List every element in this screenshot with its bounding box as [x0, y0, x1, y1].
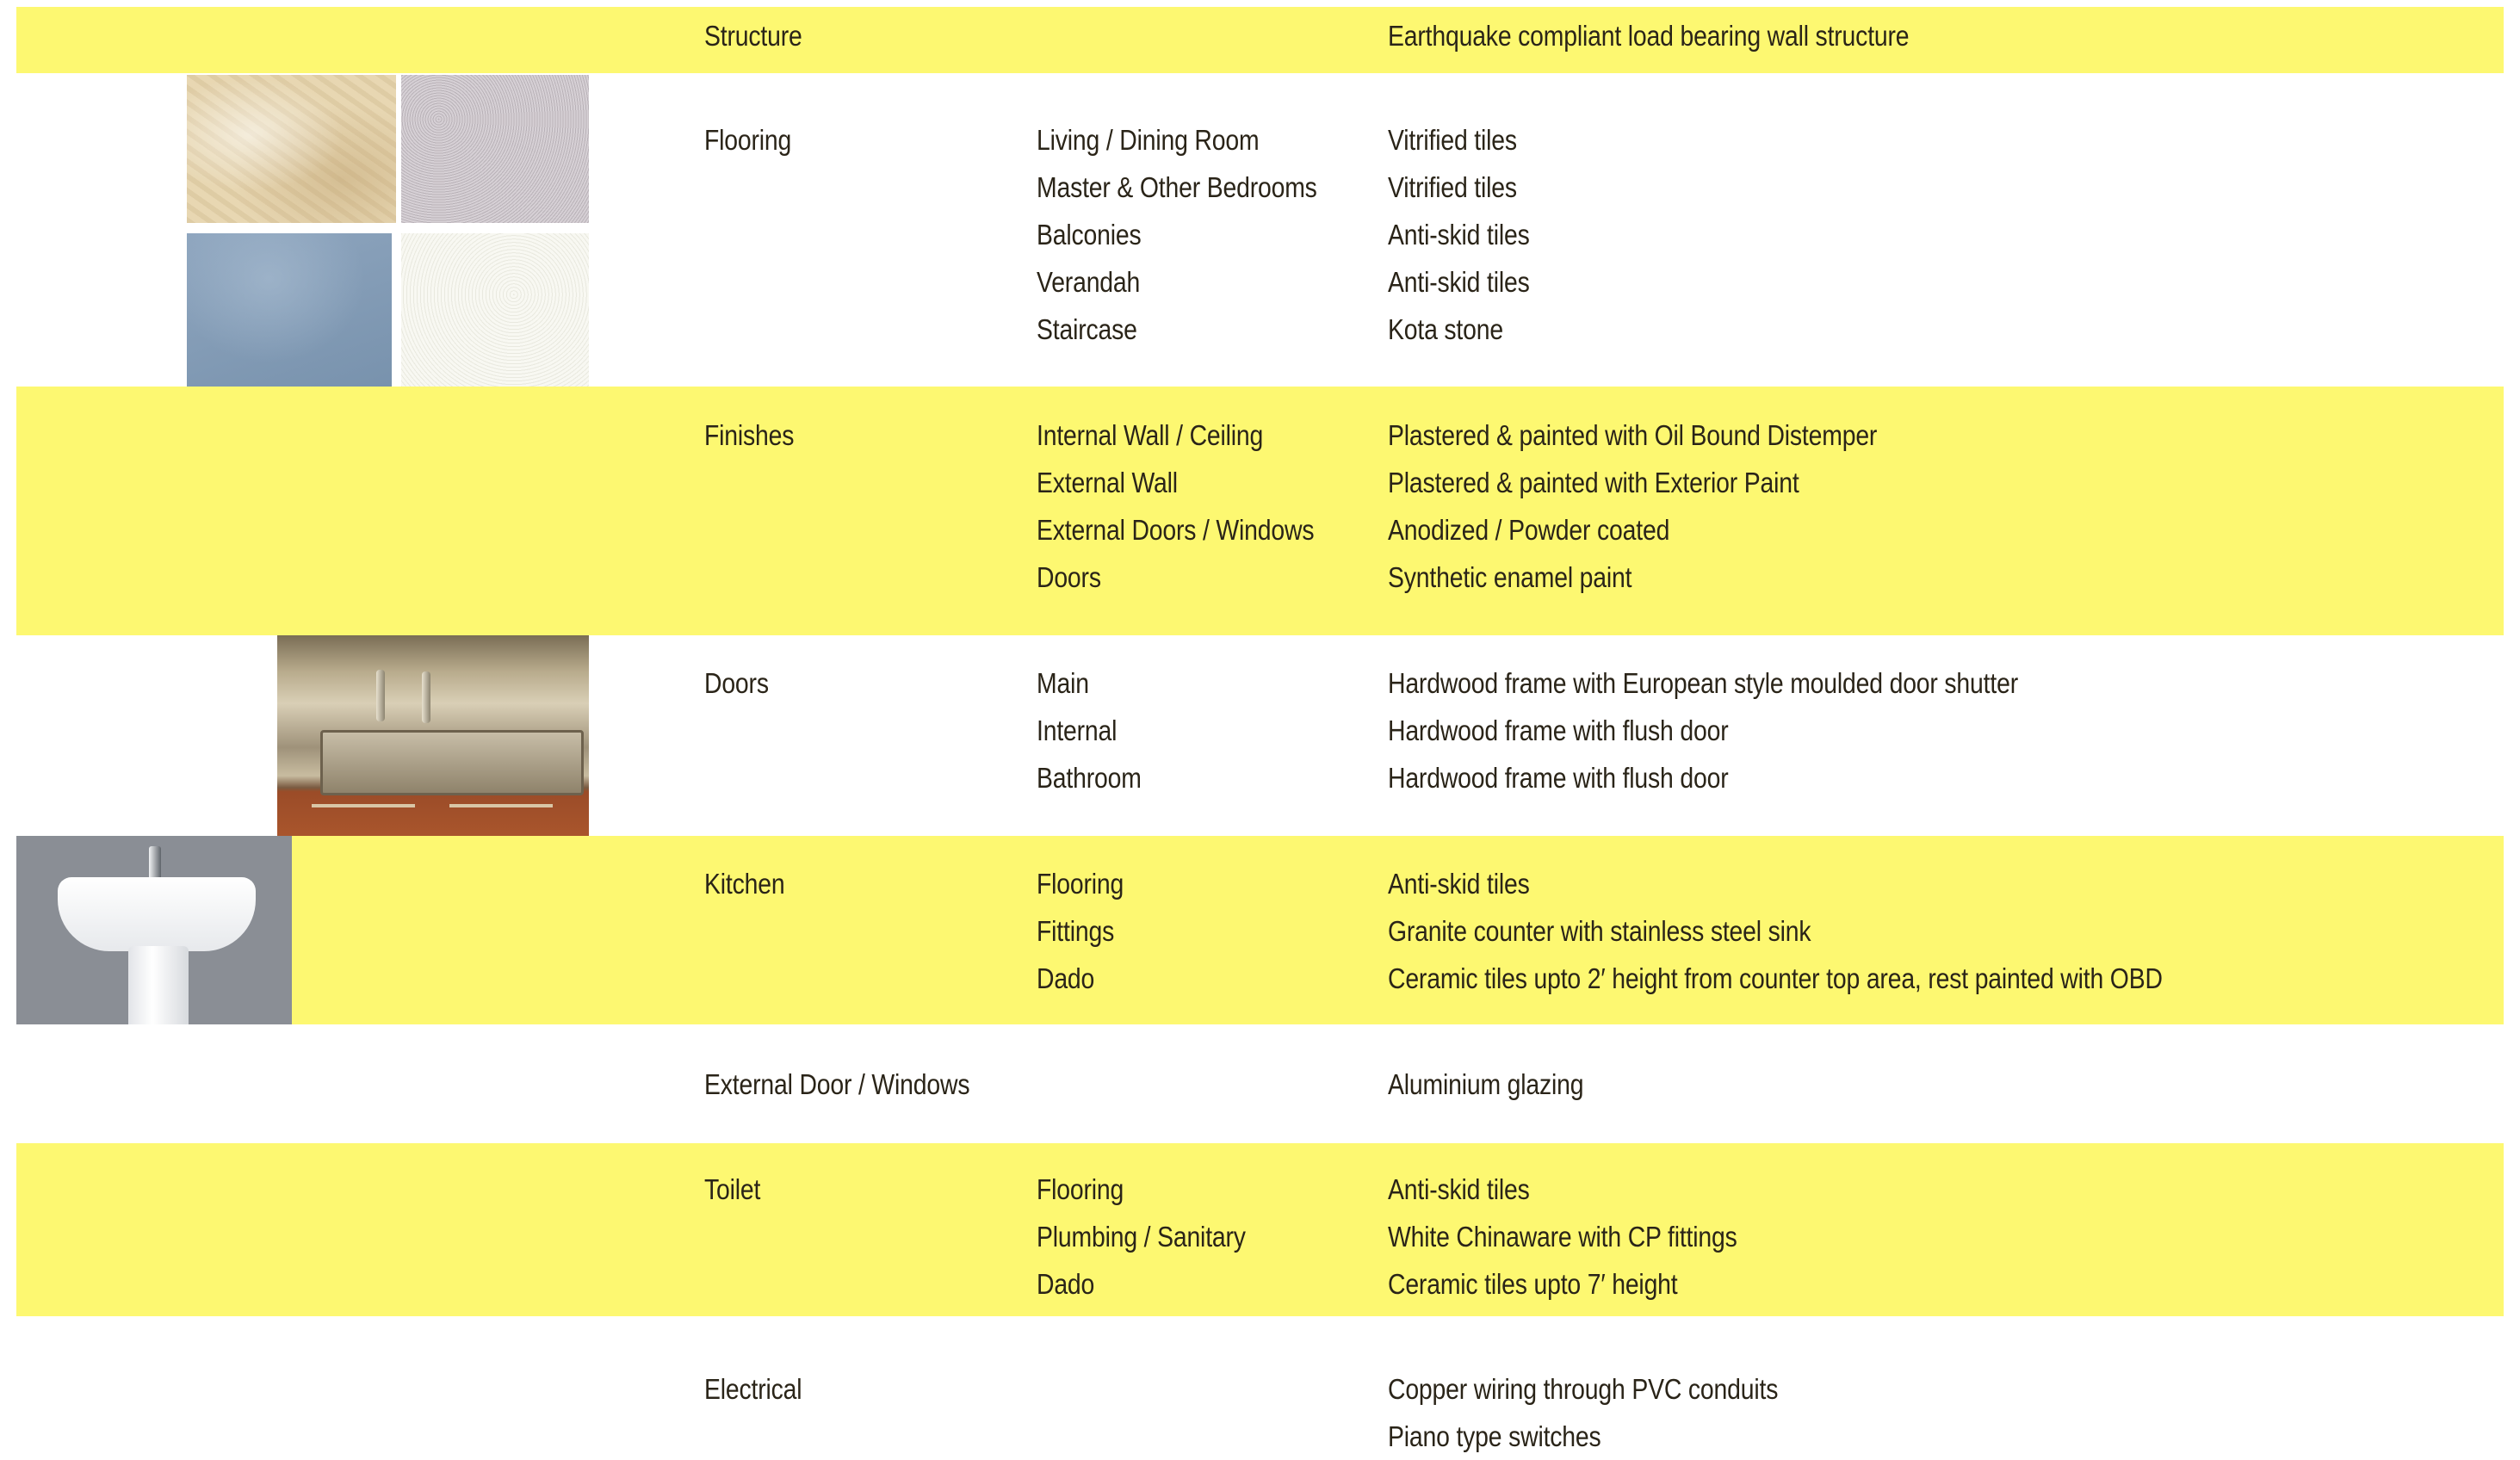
sink-tap-left: [376, 670, 385, 721]
kitchen-item: Dado: [1037, 962, 1095, 994]
flooring-value: Anti-skid tiles: [1388, 219, 1530, 251]
doors-item: Main: [1037, 667, 1089, 699]
electrical-values: [1388, 1365, 1778, 1460]
finishes-item: External Wall: [1037, 467, 1178, 498]
finishes-value: Plastered & painted with Exterior Paint: [1388, 467, 1799, 498]
electrical-value: Piano type switches: [1388, 1420, 1601, 1452]
cabinet-handle-right: [449, 804, 553, 807]
finishes-item: External Doors / Windows: [1037, 514, 1315, 546]
category-external-door-windows: External Door / Windows: [704, 1068, 970, 1100]
sink-basin: [320, 730, 584, 795]
blue-stone-tile-image: [187, 233, 392, 387]
doors-items: [1037, 659, 1142, 801]
finishes-values: [1388, 411, 1877, 601]
value-structure: Earthquake compliant load bearing wall structure: [1388, 20, 1910, 52]
doors-item: Internal: [1037, 715, 1118, 746]
cabinet-handle-left: [312, 804, 415, 807]
flooring-values: [1388, 116, 1530, 353]
doors-values: [1388, 659, 2018, 801]
category-flooring: Flooring: [704, 124, 792, 156]
toilet-item: Flooring: [1037, 1173, 1124, 1205]
category-toilet: Toilet: [704, 1173, 761, 1205]
kitchen-value: Anti-skid tiles: [1388, 868, 1530, 900]
kitchen-value: Ceramic tiles upto 2′ height from counter top area, rest painted with OBD: [1388, 962, 2163, 994]
flooring-item: Living / Dining Room: [1037, 124, 1260, 156]
finishes-value: Anodized / Powder coated: [1388, 514, 1670, 546]
value-external-door-windows: Aluminium glazing: [1388, 1068, 1584, 1100]
wash-basin-image: [16, 836, 292, 1024]
finishes-value: Synthetic enamel paint: [1388, 561, 1632, 593]
toilet-value: White Chinaware with CP fittings: [1388, 1221, 1737, 1253]
category-finishes: Finishes: [704, 419, 795, 451]
flooring-item: Master & Other Bedrooms: [1037, 171, 1317, 203]
flooring-item: Staircase: [1037, 313, 1137, 345]
flooring-item: Balconies: [1037, 219, 1142, 251]
structure-band: [16, 7, 2504, 73]
stainless-steel-sink-image: [277, 635, 589, 836]
kitchen-item: Flooring: [1037, 868, 1124, 900]
flooring-value: Kota stone: [1388, 313, 1503, 345]
toilet-values: [1388, 1166, 1737, 1308]
flooring-value: Vitrified tiles: [1388, 124, 1517, 156]
doors-item: Bathroom: [1037, 762, 1142, 794]
finishes-item: Internal Wall / Ceiling: [1037, 419, 1264, 451]
finishes-value: Plastered & painted with Oil Bound Distemper: [1388, 419, 1878, 451]
finishes-item: Doors: [1037, 561, 1101, 593]
doors-value: Hardwood frame with flush door: [1388, 762, 1729, 794]
doors-value: Hardwood frame with flush door: [1388, 715, 1729, 746]
kitchen-items: [1037, 860, 1124, 1002]
toilet-item: Dado: [1037, 1268, 1095, 1300]
flooring-value: Anti-skid tiles: [1388, 266, 1530, 298]
flooring-item: Verandah: [1037, 266, 1141, 298]
category-doors: Doors: [704, 667, 769, 699]
basin-pedestal: [128, 946, 189, 1024]
kitchen-item: Fittings: [1037, 915, 1115, 947]
flooring-items: [1037, 116, 1317, 353]
toilet-value: Anti-skid tiles: [1388, 1173, 1530, 1205]
flooring-value: Vitrified tiles: [1388, 171, 1517, 203]
grey-granite-tile-image: [401, 75, 589, 223]
finishes-items: [1037, 411, 1314, 601]
kitchen-values: [1388, 860, 2163, 1002]
category-electrical: Electrical: [704, 1373, 802, 1405]
toilet-band: [16, 1143, 2504, 1316]
category-structure: Structure: [704, 20, 802, 52]
sink-tap-right: [422, 671, 430, 723]
doors-value: Hardwood frame with European style moulded door shutter: [1388, 667, 2018, 699]
beige-marble-tile-image: [187, 75, 396, 223]
basin-bowl: [58, 877, 256, 951]
category-kitchen: Kitchen: [704, 868, 785, 900]
toilet-value: Ceramic tiles upto 7′ height: [1388, 1268, 1678, 1300]
white-speckled-tile-image: [401, 233, 589, 387]
toilet-items: [1037, 1166, 1246, 1308]
electrical-value: Copper wiring through PVC conduits: [1388, 1373, 1779, 1405]
kitchen-value: Granite counter with stainless steel sink: [1388, 915, 1811, 947]
toilet-item: Plumbing / Sanitary: [1037, 1221, 1246, 1253]
